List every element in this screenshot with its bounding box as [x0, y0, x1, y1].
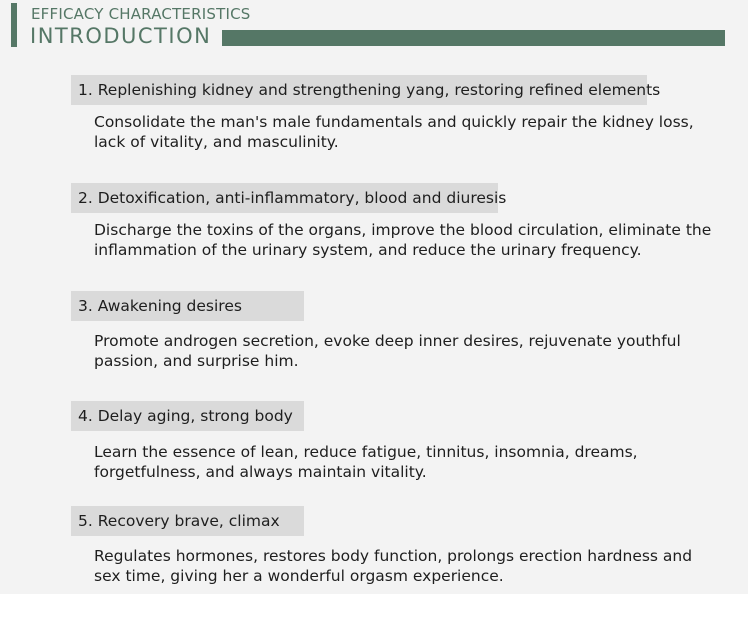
header-divider-line [222, 30, 725, 46]
item-title-3: 3. Awakening desires [71, 291, 304, 321]
header-title: INTRODUCTION [30, 24, 212, 48]
item-title-4: 4. Delay aging, strong body [71, 401, 304, 431]
item-description-2: Discharge the toxins of the organs, improve the blood circulation, eliminate the inflammation of the urinary system, and reduce the urinary frequency. [94, 221, 712, 259]
header-accent-bar [11, 3, 17, 47]
item-description-3: Promote androgen secretion, evoke deep inner desires, rejuvenate youthful passion, and surprise him. [94, 332, 681, 370]
item-title-2: 2. Detoxification, anti-inflammatory, blood and diuresis [71, 183, 498, 213]
item-description-5: Regulates hormones, restores body function, prolongs erection hardness and sex time, giving her a wonderful orgasm experience. [94, 547, 693, 585]
item-title-1: 1. Replenishing kidney and strengthening yang, restoring refined elements [71, 75, 647, 105]
item-title-5: 5. Recovery brave, climax [71, 506, 304, 536]
item-description-1: Consolidate the man's male fundamentals and quickly repair the kidney loss, lack of vitality, and masculinity. [94, 113, 694, 151]
item-description-4: Learn the essence of lean, reduce fatigue, tinnitus, insomnia, dreams, forgetfulness, and always maintain vitality. [94, 443, 638, 481]
header-subtitle: EFFICACY CHARACTERISTICS [31, 5, 251, 23]
